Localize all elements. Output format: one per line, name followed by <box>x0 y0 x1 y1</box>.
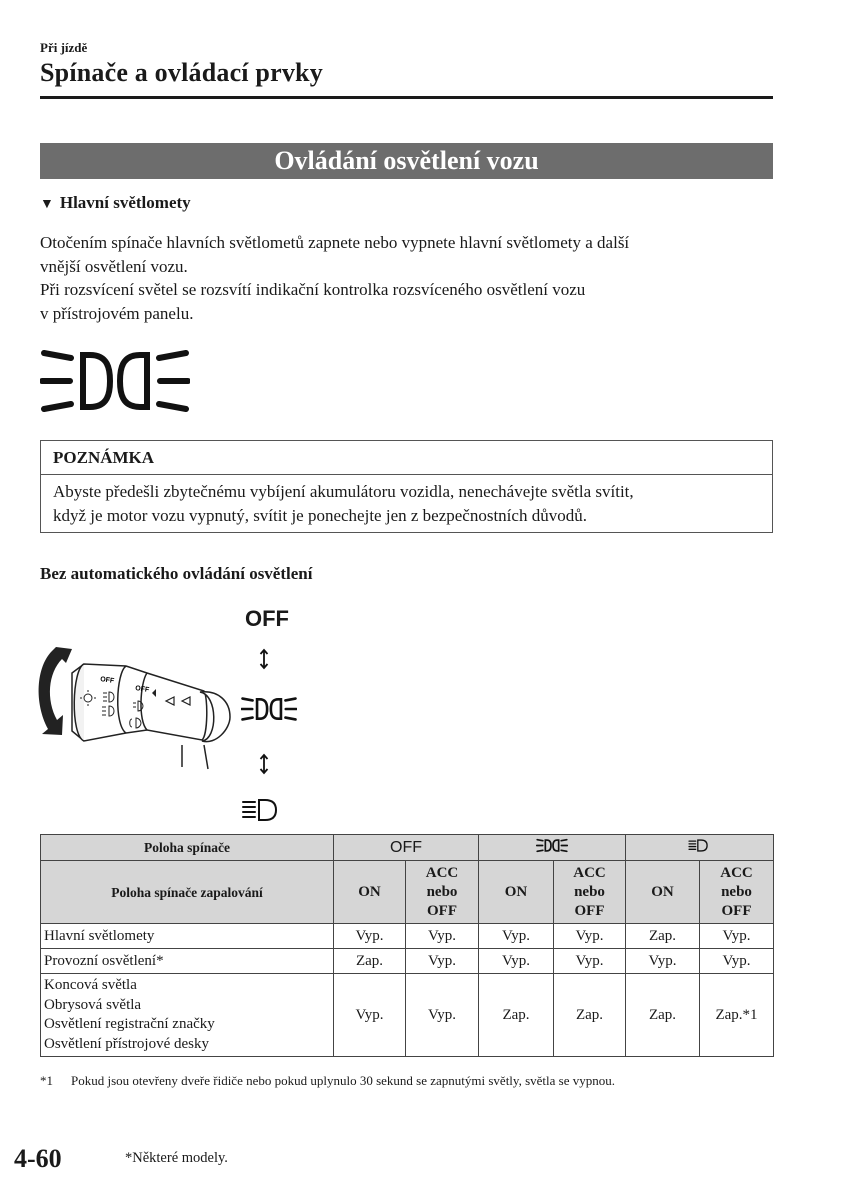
headlights-description <box>40 231 760 325</box>
table-subheader-row <box>41 861 774 924</box>
table-cell: Zap. <box>554 974 626 1057</box>
acc-line: OFF <box>721 902 752 919</box>
triangle-bullet-icon: ▼ <box>40 197 54 212</box>
lever-label-off: OFF <box>99 676 115 685</box>
note-line: Abyste předešli zbytečnému vybíjení akumulátoru vozidla, nenechávejte světla svítit, <box>53 482 634 501</box>
note-line: když je motor vozu vypnutý, svítit je ponechejte jen z bezpečnostních důvodů. <box>53 505 587 525</box>
table-cell: Zap. <box>479 974 554 1057</box>
up-down-arrow-icon <box>258 648 270 675</box>
chapter-title: Spínače a ovládací prvky <box>40 58 323 87</box>
section-label: Při jízdě <box>40 40 88 55</box>
footnote <box>40 1073 615 1089</box>
acc-line: ACC <box>720 864 753 881</box>
switch-position-off: OFF <box>245 606 289 631</box>
acc-line: OFF <box>574 902 605 919</box>
acc-line: nebo <box>574 883 605 900</box>
ignition-acc-off-header <box>554 861 626 924</box>
ignition-acc-off-header <box>700 861 774 924</box>
ignition-acc-off-header <box>406 861 479 924</box>
up-down-arrow-icon <box>258 753 270 780</box>
row-label-line: Koncová světla <box>44 977 137 993</box>
paragraph-line: vnější osvětlení vozu. <box>40 256 188 276</box>
acc-line: ACC <box>573 864 606 881</box>
ignition-on-header: ON <box>626 861 700 924</box>
header-rule <box>40 96 773 99</box>
table-header-row <box>41 835 774 861</box>
footnote-mark: *1 <box>40 1073 53 1088</box>
table-cell: Vyp. <box>479 924 554 949</box>
lever-label-off: OFF <box>134 685 150 694</box>
table-cell: Zap. <box>334 949 406 974</box>
position-lamp-header <box>479 835 626 861</box>
row-label-line: Osvětlení přístrojové desky <box>44 1035 209 1052</box>
table-cell: Vyp. <box>626 949 700 974</box>
table-cell: Vyp. <box>554 924 626 949</box>
ignition-on-header: ON <box>334 861 406 924</box>
note-title: POZNÁMKA <box>41 441 772 475</box>
headlight-icon <box>241 797 285 828</box>
paragraph-line: v přístrojovém panelu. <box>40 303 194 323</box>
table-row <box>41 924 774 949</box>
position-lamp-icon <box>241 694 297 729</box>
row-label: Provozní osvětlení* <box>41 949 334 974</box>
paragraph-line: Při rozsvícení světel se rozsvítí indikační kontrolka rozsvíceného osvětlení vozu <box>40 280 586 299</box>
headlights-heading <box>40 193 191 213</box>
table-cell: Zap.*1 <box>700 974 774 1057</box>
light-operation-table <box>40 834 774 1057</box>
ignition-on-header: ON <box>479 861 554 924</box>
row-label-line: Obrysová světla <box>44 996 142 1013</box>
table-cell: Vyp. <box>479 949 554 974</box>
table-row <box>41 974 774 1057</box>
section-banner: Ovládání osvětlení vozu <box>40 143 773 179</box>
table-cell: Vyp. <box>406 949 479 974</box>
table-cell: Vyp. <box>406 924 479 949</box>
paragraph-line: Otočením spínače hlavních světlometů zapnete nebo vypnete hlavní světlomety a další <box>40 233 630 252</box>
table-cell: Zap. <box>626 924 700 949</box>
table-cell: Vyp. <box>334 924 406 949</box>
models-note: *Některé modely. <box>125 1150 228 1166</box>
table-cell: Zap. <box>626 974 700 1057</box>
row-label: Hlavní světlomety <box>41 924 334 949</box>
acc-line: ACC <box>425 864 459 881</box>
position-off-label: OFF <box>390 838 422 856</box>
acc-line: nebo <box>426 883 458 900</box>
note-body <box>41 475 772 527</box>
table-cell: Vyp. <box>334 974 406 1057</box>
headlights-heading-text: Hlavní světlomety <box>59 193 191 212</box>
acc-line: OFF <box>427 902 457 919</box>
table-cell: Vyp. <box>700 924 774 949</box>
position-lamp-icon <box>536 841 568 857</box>
acc-line: nebo <box>721 883 752 900</box>
row-label <box>41 974 334 1057</box>
light-switch-lever-illustration <box>32 645 237 780</box>
headlight-header <box>626 835 774 861</box>
headlight-icon <box>688 841 712 857</box>
page-number: 4-60 <box>14 1144 62 1173</box>
table-cell: Vyp. <box>700 949 774 974</box>
table-cell: Vyp. <box>554 949 626 974</box>
switch-position-header: Poloha spínače <box>41 835 334 861</box>
position-off-header <box>334 835 479 861</box>
table-row <box>41 949 774 974</box>
manual-control-heading: Bez automatického ovládání osvětlení <box>40 564 313 583</box>
row-label-line: Osvětlení registrační značky <box>44 1016 215 1032</box>
note-box <box>40 440 773 533</box>
headlight-indicator-icon <box>40 345 190 422</box>
footnote-text: Pokud jsou otevřeny dveře řidiče nebo pokud uplynulo 30 sekund se zapnutými světly, světla se vypnou. <box>71 1073 615 1088</box>
table-cell: Vyp. <box>406 974 479 1057</box>
ignition-position-header: Poloha spínače zapalování <box>41 861 334 924</box>
